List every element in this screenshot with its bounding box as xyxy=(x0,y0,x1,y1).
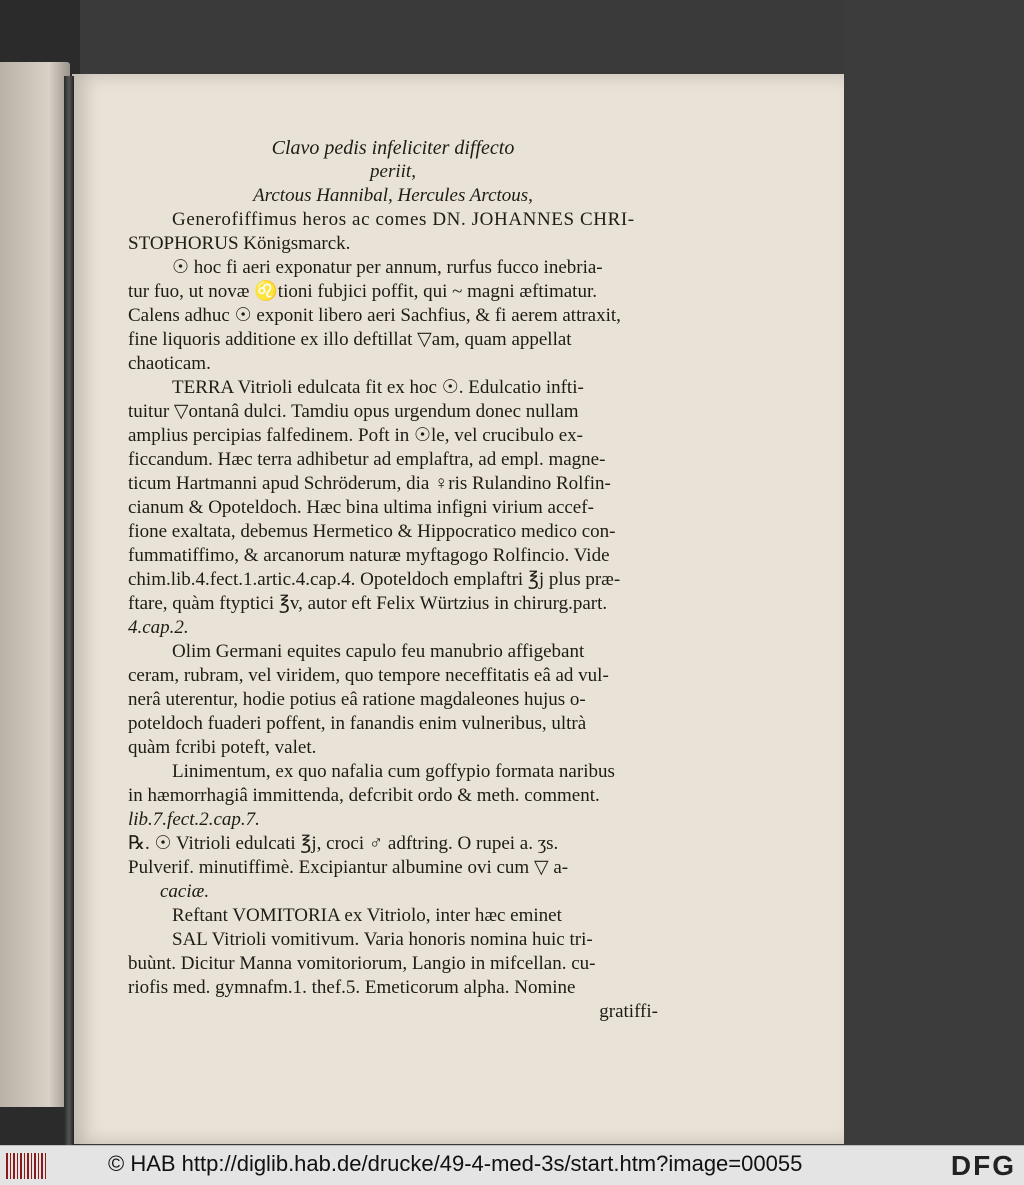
text-line: chaoticam. xyxy=(128,353,211,374)
text-line: Pulverif. minutiffimè. Excipiantur albumine ovi cum ▽ a- xyxy=(128,857,569,878)
text-line: Generofiffimus heros ac comes DN. JOHANNES CHRI- xyxy=(172,209,635,230)
text-line: Reftant VOMITORIA ex Vitriolo, inter hæc eminet xyxy=(172,905,562,926)
viewer-footer xyxy=(0,1145,1024,1185)
text-line: TERRA Vitrioli edulcata fit ex hoc ☉. Edulcatio infti- xyxy=(172,377,584,398)
text-line: tur fuo, ut novæ ♌tioni fubjici poffit, qui ~ magni æftimatur. xyxy=(128,281,597,302)
book-spine xyxy=(64,76,74,1146)
previous-page-edge xyxy=(0,62,70,1107)
text-line: quàm fcribi poteft, valet. xyxy=(128,737,317,758)
text-line: Clavo pedis infeliciter diffecto xyxy=(271,137,515,159)
text-line: poteldoch fuaderi poffent, in fanandis enim vulneribus, ultrà xyxy=(128,713,587,734)
text-line: fione exaltata, debemus Hermetico & Hippocratico medico con- xyxy=(128,521,616,542)
right-background xyxy=(844,0,1024,1145)
text-line: riofis med. gymnafm.1. thef.5. Emeticorum alpha. Nomine xyxy=(128,977,576,998)
text-line: Olim Germani equites capulo feu manubrio affigebant xyxy=(172,641,585,662)
text-line: ceram, rubram, vel viridem, quo tempore neceffitatis eâ ad vul- xyxy=(128,665,609,686)
text-line: Calens adhuc ☉ exponit libero aeri Sachfius, & fi aerem attraxit, xyxy=(128,305,621,326)
text-line: lib.7.fect.2.cap.7. xyxy=(128,809,260,830)
text-line: amplius percipias falfedinem. Poft in ☉le, vel crucibulo ex- xyxy=(128,425,583,446)
text-line: SAL Vitrioli vomitivum. Varia honoris nomina huic tri- xyxy=(172,929,593,950)
barcode-icon xyxy=(6,1153,46,1179)
text-line: STOPHORUS Königsmarck. xyxy=(128,233,351,254)
page-text xyxy=(128,136,658,1024)
text-line: caciæ. xyxy=(160,881,210,902)
text-line: Arctous Hannibal, Hercules Arctous, xyxy=(253,185,533,206)
text-line: ficcandum. Hæc terra adhibetur ad emplaftra, ad empl. magne- xyxy=(128,449,606,470)
text-line: ℞. ☉ Vitrioli edulcati ℥j, croci ♂ adftring. O rupei a. ʒs. xyxy=(128,833,559,854)
text-line: in hæmorrhagiâ immittenda, defcribit ordo & meth. comment. xyxy=(128,785,600,806)
text-line: chim.lib.4.fect.1.artic.4.cap.4. Opoteldoch emplaftri ℥j plus præ- xyxy=(128,569,621,590)
text-line: fummatiffimo, & arcanorum naturæ myftagogo Rolfincio. Vide xyxy=(128,545,610,566)
text-line: cianum & Opoteldoch. Hæc bina ultima infigni virium accef- xyxy=(128,497,594,518)
text-line: tuitur ▽ontanâ dulci. Tamdiu opus urgendum donec nullam xyxy=(128,401,579,422)
text-line: Linimentum, ex quo nafalia cum goffypio formata naribus xyxy=(172,761,615,782)
text-line: 4.cap.2. xyxy=(128,617,189,638)
text-line: fine liquoris additione ex illo deftillat ▽am, quam appellat xyxy=(128,329,572,350)
text-line: ☉ hoc fi aeri exponatur per annum, rurfus fucco inebria- xyxy=(172,257,603,278)
text-line: periit, xyxy=(370,161,416,182)
text-line: ticum Hartmanni apud Schröderum, dia ♀ris Rulandino Rolfin- xyxy=(128,473,611,494)
text-line: buùnt. Dicitur Manna vomitoriorum, Langio in mifcellan. cu- xyxy=(128,953,596,974)
text-line: nerâ uterentur, hodie potius eâ ratione magdaleones hujus o- xyxy=(128,689,586,710)
copyright-link[interactable]: © HAB http://diglib.hab.de/drucke/49-4-med-3s/start.htm?image=00055 xyxy=(108,1151,803,1176)
dfg-logo: DFG xyxy=(950,1150,1016,1181)
text-line: ftare, quàm ftyptici ℥v, autor eft Felix Würtzius in chirurg.part. xyxy=(128,593,608,614)
catchword: gratiffi- xyxy=(599,1001,658,1022)
